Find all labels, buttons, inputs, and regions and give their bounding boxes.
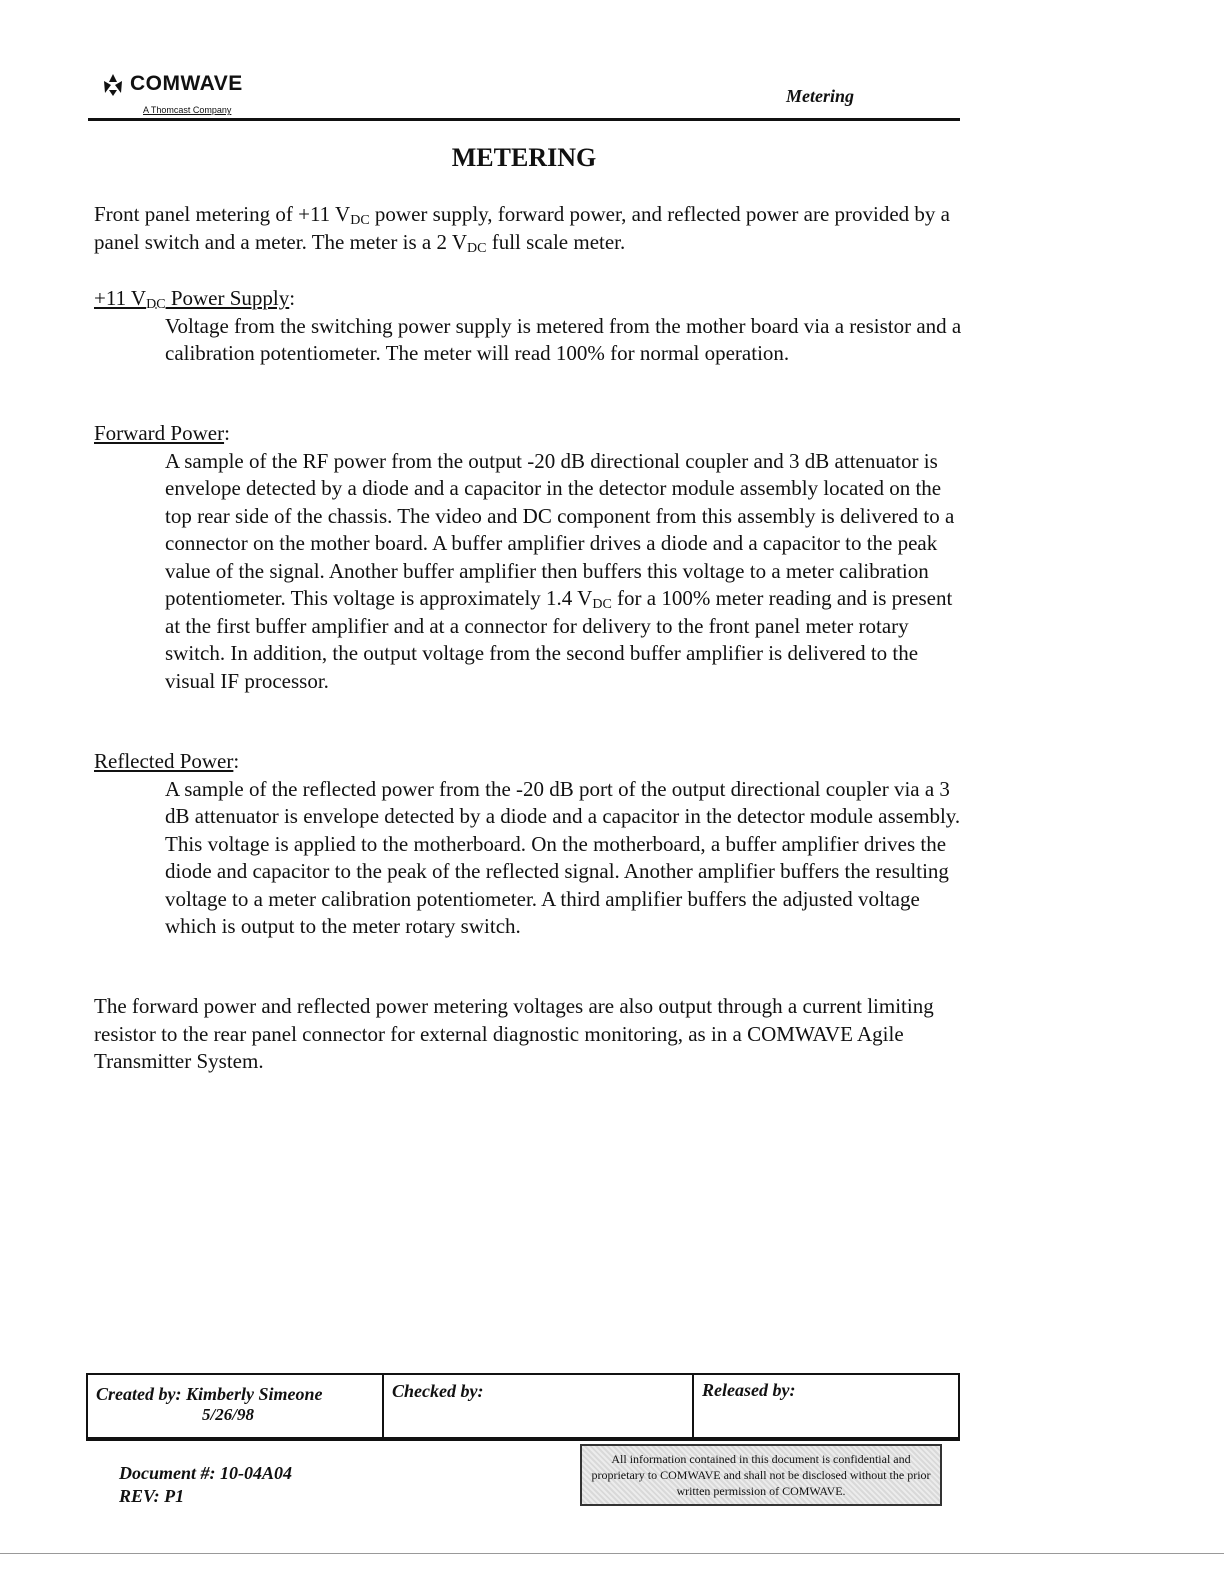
intro-paragraph: Front panel metering of +11 $V_{DC}$ power supply, forward power, and reflected power are provided by a panel switch and a meter. The meter is a 2 $V_{DC}$ full scale meter. <box>94 202 950 256</box>
released-by-cell: Released by: <box>702 1380 796 1400</box>
section-power-supply <box>94 285 965 368</box>
section-heading: Forward Power: <box>94 421 230 445</box>
confidential-notice: All information contained in this document is confidential and proprietary to COMWAVE and shall not be disclosed without the prior written permission of COMWAVE. <box>580 1444 942 1506</box>
created-by-label: Created by: Kimberly Simeone <box>96 1384 323 1404</box>
closing-paragraph: The forward power and reflected power metering voltages are also output through a current limiting resistor to the rear panel connector for external diagnostic monitoring, as in a COMWAVE Agile Transmitter System. <box>94 994 934 1073</box>
section-body: A sample of the reflected power from the -20 dB port of the output directional coupler via a 3 dB attenuator is envelope detected by a diode and a capacitor in the detector module assembly. This voltage is applied to the motherboard. On the motherboard, a buffer amplifier drives the diode and capacitor to the peak of the reflected signal. Another amplifier buffers the resulting voltage to a meter calibration potentiometer. A third amplifier buffers the adjusted voltage which is output to the meter rotary switch. <box>165 776 961 938</box>
section-body: Voltage from the switching power supply is metered from the mother board via a resistor and a calibration potentiometer. The meter will read 100% for normal operation. <box>165 313 962 365</box>
page-bottom-line <box>0 1553 1224 1554</box>
page-title: METERING <box>451 143 597 172</box>
checked-by-cell: Checked by: <box>384 1375 694 1439</box>
comwave-logo-icon <box>101 73 125 97</box>
section-forward-power <box>94 420 965 695</box>
document-info <box>119 1462 292 1508</box>
logo-subtext: A Thomcast Company <box>143 105 232 115</box>
section-body: A sample of the RF power from the output -20 dB directional coupler and 3 dB attenuator is envelope detected by a diode and a capacitor in the detector module assembly located on the top rear side of the chassis. The video and DC component from this assembly is delivered to a connector on the mother board. A buffer amplifier drives a diode and a capacitor to the peak value of the signal. Another buffer amplifier then buffers this voltage to a meter calibration potentiometer. This voltage is approximately 1.4 $V_{DC}$ for a 100% meter reading and is present at the first buffer amplifier and at a connector for delivery to the front panel meter rotary switch. In addition, the output voltage from the second buffer amplifier is delivered to the visual IF processor. <box>165 448 955 693</box>
section-heading: +11 $V_{DC}$ Power Supply: <box>94 286 296 312</box>
section-heading: Reflected Power: <box>94 749 240 773</box>
created-date: 5/26/98 <box>202 1405 254 1424</box>
footer-divider <box>86 1437 960 1440</box>
header-section-label: Metering <box>786 86 855 106</box>
section-reflected-power <box>94 748 965 941</box>
logo-text: COMWAVE <box>130 72 243 95</box>
document-number: Document #: 10-04A04 <box>119 1463 292 1483</box>
signature-table <box>86 1373 960 1441</box>
revision: REV: P1 <box>119 1486 185 1506</box>
header-divider <box>88 118 960 121</box>
created-by-cell <box>88 1375 384 1439</box>
